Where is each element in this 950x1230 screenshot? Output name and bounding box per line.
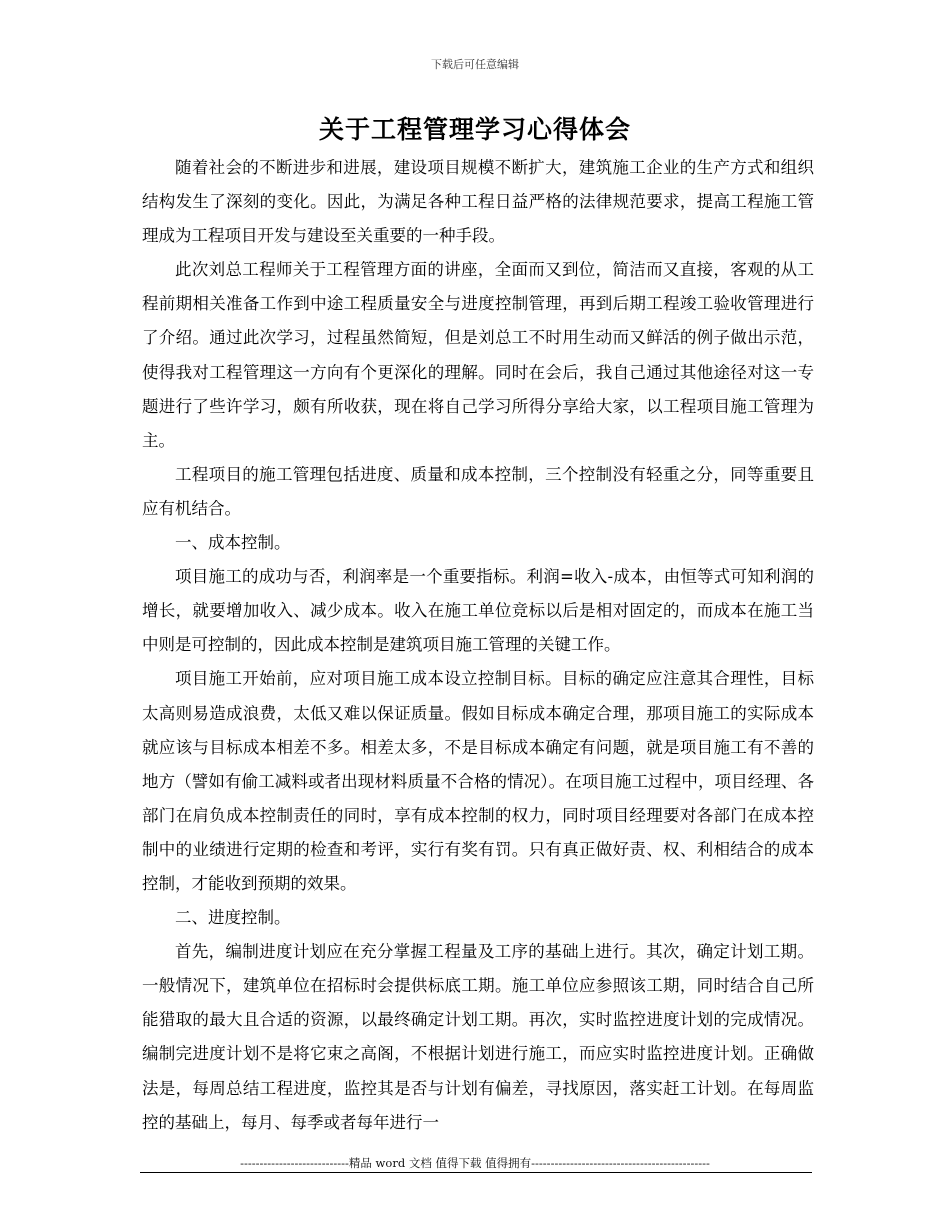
document-body [142,151,814,1140]
section-heading-cost: 一、成本控制。 [175,533,291,553]
section-heading-schedule: 二、进度控制。 [175,908,291,928]
page-footer: ----------------------------精品 word 文档 值得下载 值得拥有---------------------------------------------- [240,1156,710,1170]
paragraph-scope: 工程项目的施工管理包括进度、质量和成本控制，三个控制没有轻重之分，同等重要且应有机结合。 [142,464,814,518]
paragraph-lecture: 此次刘总工程师关于工程管理方面的讲座，全面而又到位，简洁而又直接，客观的从工程前期相关准备工作到中途工程质量安全与进度控制管理，再到后期工程竣工验收管理进行了介绍。通过此次学习，过程虽然简短，但是刘总工不时用生动而又鲜活的例子做出示范，使得我对工程管理这一方向有个更深化的理解。同时在会后，我自己通过其他途径对这一专题进行了些许学习，颇有所收获，现在将自己学习所得分享给大家，以工程项目施工管理为主。 [142,260,814,450]
paragraph-cost-profit: 项目施工的成功与否，利润率是一个重要指标。利润=收入-成本，由恒等式可知利润的增长，就要增加收入、减少成本。收入在施工单位竞标以后是相对固定的，而成本在施工当中则是可控制的，因此成本控制是建筑项目施工管理的关键工作。 [142,567,814,655]
paragraph-intro: 随着社会的不断进步和进展，建设项目规模不断扩大，建筑施工企业的生产方式和组织结构发生了深刻的变化。因此，为满足各种工程日益严格的法律规范要求，提高工程施工管理成为工程项目开发与建设至关重要的一种手段。 [142,158,814,246]
document-title: 关于工程管理学习心得体会 [318,115,631,144]
paragraph-schedule: 首先，编制进度计划应在充分掌握工程量及工序的基础上进行。其次，确定计划工期。一般情况下，建筑单位在招标时会提供标底工期。施工单位应参照该工期，同时结合自己所能猎取的最大且合适的资源，以最终确定计划工期。再次，实时监控进度计划的完成情况。编制完进度计划不是将它束之高阁，不根据计划进行施工，而应实时监控进度计划。正确做法是，每周总结工程进度，监控其是否与计划有偏差，寻找原因，落实赶工计划。在每周监控的基础上，每月、每季或者每年进行一 [142,942,814,1132]
footer-divider [140,1172,812,1173]
page-header: 下载后可任意编辑 [431,58,519,71]
paragraph-cost-target: 项目施工开始前，应对项目施工成本设立控制目标。目标的确定应注意其合理性，目标太高则易造成浪费，太低又难以保证质量。假如目标成本确定合理，那项目施工的实际成本就应该与目标成本相差不多。相差太多，不是目标成本确定有问题，就是项目施工有不善的地方（譬如有偷工减料或者出现材料质量不合格的情况）。在项目施工过程中，项目经理、各部门在肩负成本控制责任的同时，享有成本控制的权力，同时项目经理要对各部门在成本控制中的业绩进行定期的检查和考评，实行有奖有罚。只有真正做好责、权、利相结合的成本控制，才能收到预期的效果。 [142,669,814,893]
